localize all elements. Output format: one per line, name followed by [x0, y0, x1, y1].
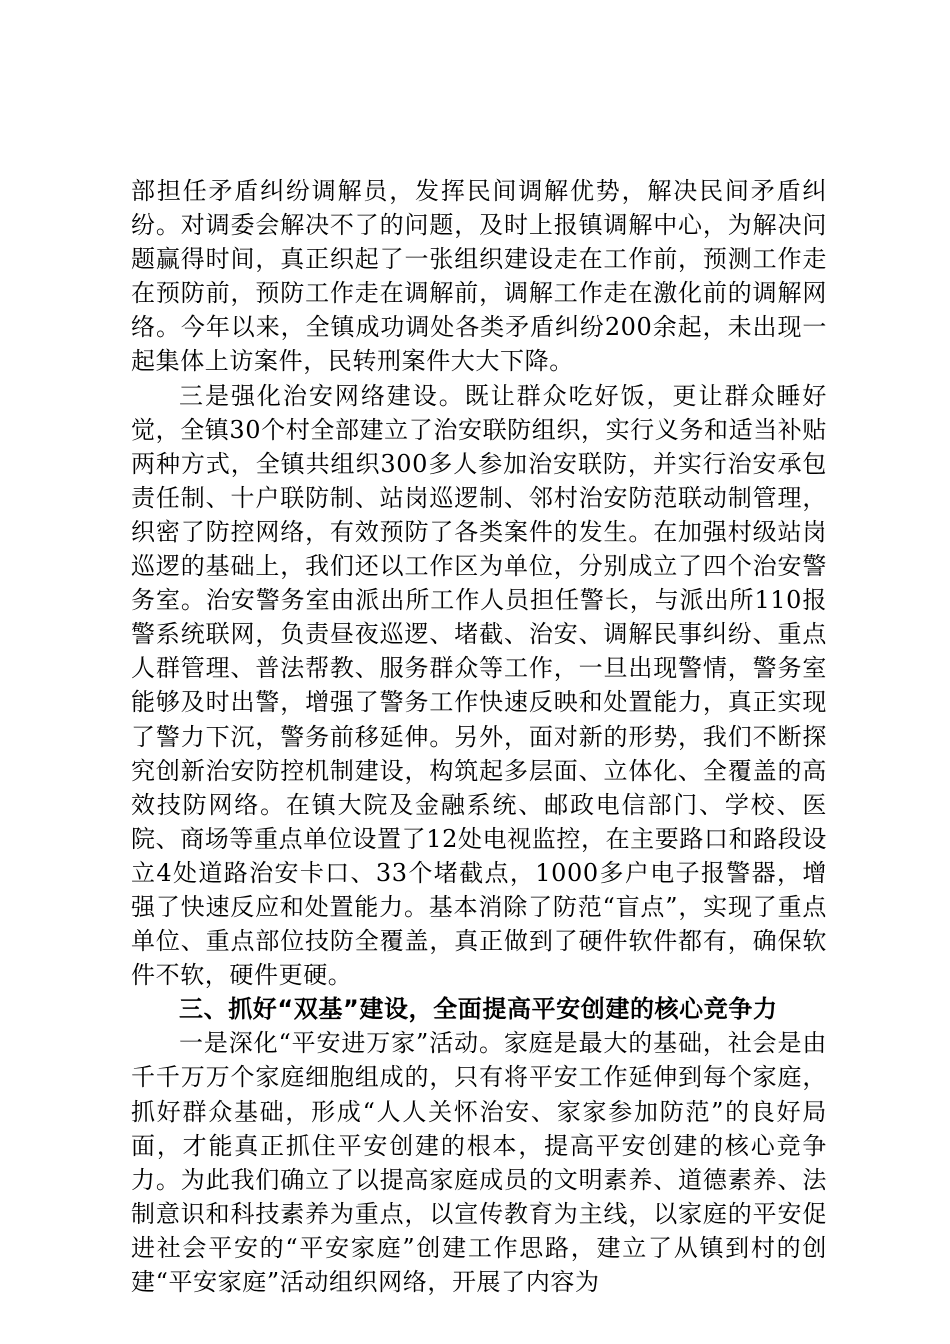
paragraph-mediation-network: 部担任矛盾纠纷调解员，发挥民间调解优势，解决民间矛盾纠纷。对调委会解决不了的问题，及时上报镇调解中心，为解决问题赢得时间，真正织起了一张组织建设走在工作前，预测工作走在预防前，预防工作走在调解前，调解工作走在激化前的调解网络。今年以来，全镇成功调处各类矛盾纠纷200余起，未出现一起集体上访案件，民转刑案件大大下降。 [131, 177, 827, 376]
document-body [131, 174, 827, 1299]
section-heading-double-foundation: 三、抓好“双基”建设，全面提高平安创建的核心竞争力 [179, 995, 778, 1024]
paragraph-safe-homes-campaign: 一是深化“平安进万家”活动。家庭是最大的基础，社会是由千千万万个家庭细胞组成的，只有将平安工作延伸到每个家庭，抓好群众基础，形成“人人关怀治安、家家参加防范”的良好局面，才能真正抓住平安创建的根本，提高平安创建的核心竞争力。为此我们确立了以提高家庭成员的文明素养、道德素养、法制意识和科技素养为重点，以宣传教育为主线，以家庭的平安促进社会平安的“平安家庭”创建工作思路，建立了从镇到村的创建“平安家庭”活动组织网络，开展了内容为 [131, 1029, 827, 1296]
paragraph-public-security-network: 三是强化治安网络建设。既让群众吃好饭，更让群众睡好觉，全镇30个村全部建立了治安联防组织，实行义务和适当补贴两种方式，全镇共组织300多人参加治安联防，并实行治安承包责任制、十户联防制、站岗巡逻制、邻村治安防范联动制管理，织密了防控网络，有效预防了各类案件的发生。在加强村级站岗巡逻的基础上，我们还以工作区为单位，分别成立了四个治安警务室。治安警务室由派出所工作人员担任警长，与派出所110报警系统联网，负责昼夜巡逻、堵截、治安、调解民事纠纷、重点人群管理、普法帮教、服务群众等工作，一旦出现警情，警务室能够及时出警，增强了警务工作快速反映和处置能力，真正实现了警力下沉，警务前移延伸。另外，面对新的形势，我们不断探究创新治安防控机制建设，构筑起多层面、立体化、全覆盖的高效技防网络。在镇大院及金融系统、邮政电信部门、学校、医院、商场等重点单位设置了12处电视监控，在主要路口和路段设立4处道路治安卡口、33个堵截点，1000多户电子报警器，增强了快速反应和处置能力。基本消除了防范“盲点”，实现了重点单位、重点部位技防全覆盖，真正做到了硬件软件都有，确保软件不软，硬件更硬。 [131, 381, 827, 990]
